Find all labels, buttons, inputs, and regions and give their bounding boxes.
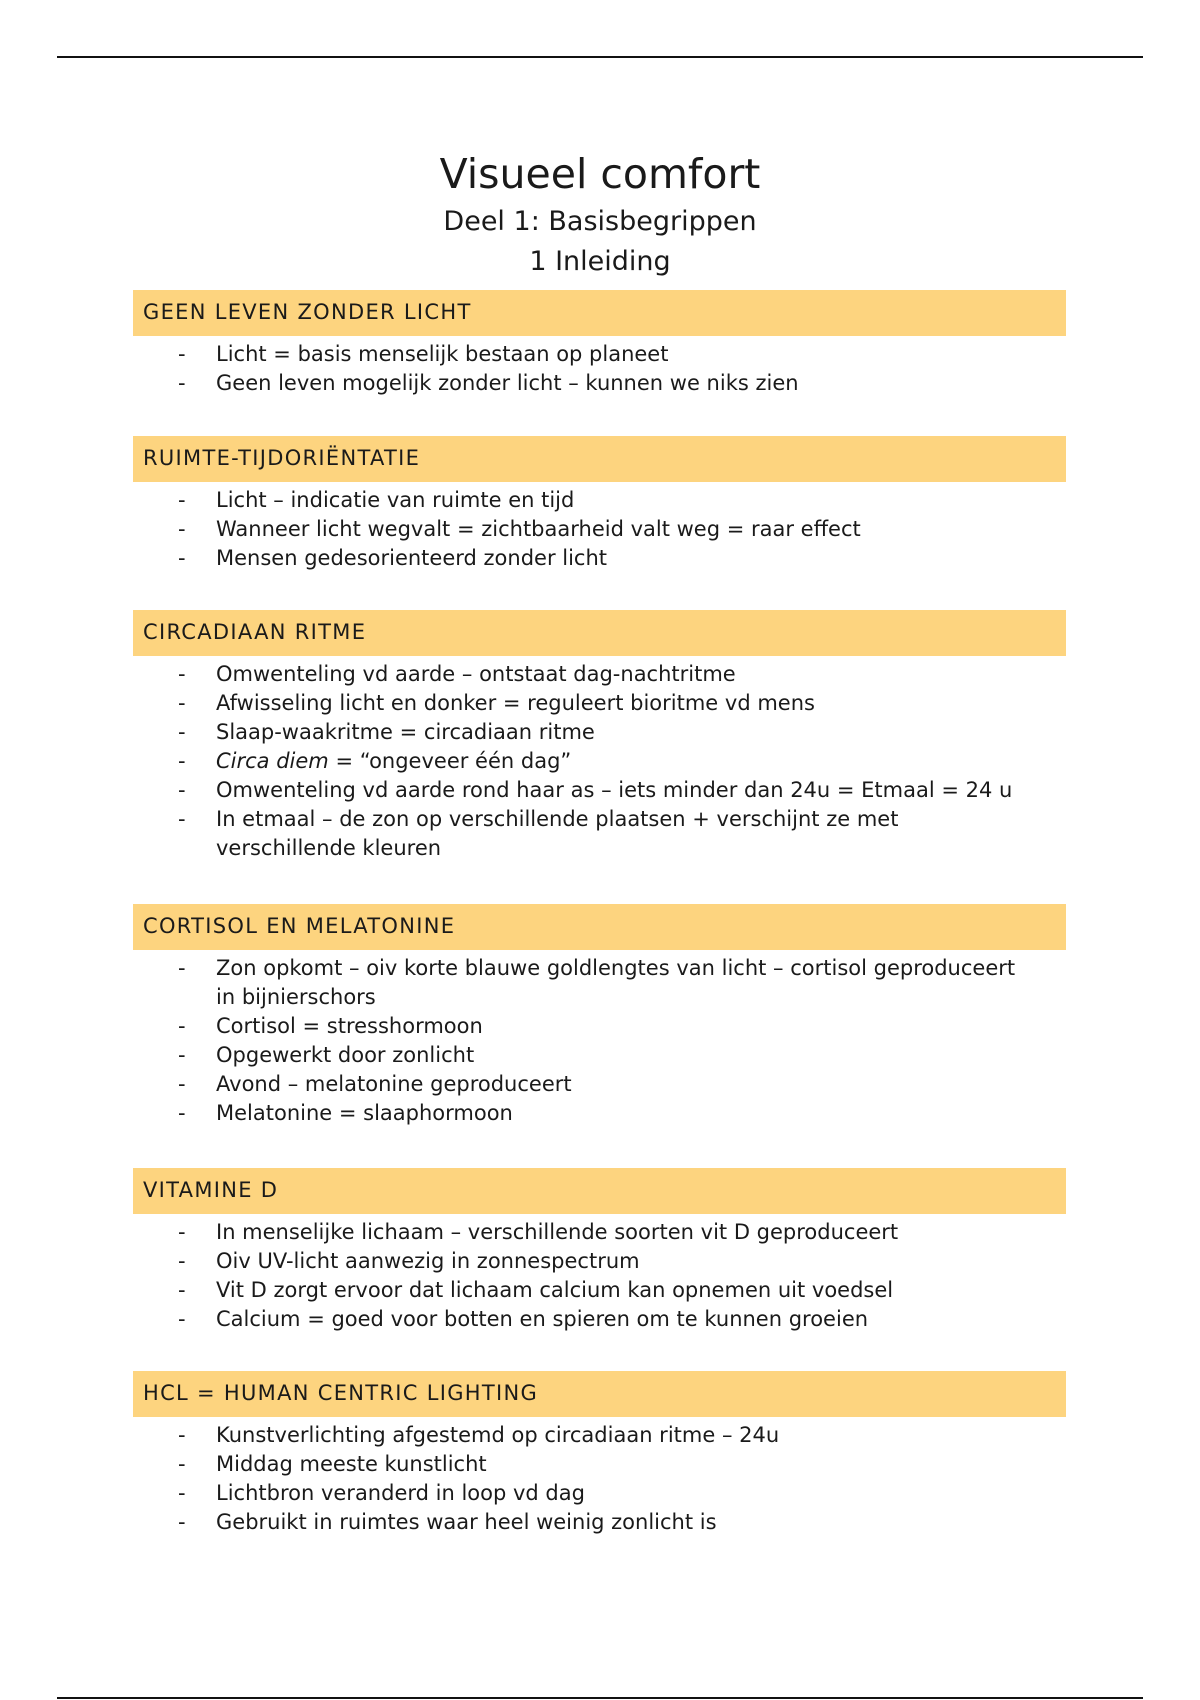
dash-bullet-icon: - [178, 720, 186, 744]
list-item: - Omwenteling vd aarde – ontstaat dag-nachtritme [133, 660, 1066, 689]
dash-bullet-icon: - [178, 1510, 186, 1534]
bullet-list [133, 1218, 1066, 1334]
list-item: - Zon opkomt – oiv korte blauwe goldlengtes van licht – cortisol geproduceert in bijnierschors [178, 956, 1016, 1009]
bullet-list [133, 340, 1066, 398]
list-item: - Licht – indicatie van ruimte en tijd [133, 486, 1066, 515]
section-circadiaan [133, 610, 1066, 863]
section-vitamine-d [133, 1168, 1066, 1334]
list-item: - Calcium = goed voor botten en spieren om te kunnen groeien [133, 1305, 1066, 1334]
list-item: - Omwenteling vd aarde rond haar as – iets minder dan 24u = Etmaal = 24 u [133, 776, 1066, 805]
dash-bullet-icon: - [178, 1072, 186, 1096]
dash-bullet-icon: - [178, 956, 186, 980]
list-item: - Vit D zorgt ervoor dat lichaam calcium kan opnemen uit voedsel [133, 1276, 1066, 1305]
list-item: - Opgewerkt door zonlicht [133, 1041, 1066, 1070]
list-item: - Cortisol = stresshormoon [133, 1012, 1066, 1041]
dash-bullet-icon: - [178, 749, 186, 773]
dash-bullet-icon: - [178, 1014, 186, 1038]
list-item: - Melatonine = slaaphormoon [133, 1099, 1066, 1128]
bullet-list [133, 954, 1066, 1128]
dash-bullet-icon: - [178, 342, 186, 366]
dash-bullet-icon: - [178, 546, 186, 570]
bottom-rule [57, 1697, 1143, 1699]
list-item: - Lichtbron veranderd in loop vd dag [133, 1479, 1066, 1508]
list-item: - Gebruikt in ruimtes waar heel weinig zonlicht is [133, 1508, 1066, 1537]
section-heading: RUIMTE-TIJDORIËNTATIE [133, 436, 1066, 482]
dash-bullet-icon: - [178, 1481, 186, 1505]
section-ruimte-tijd [133, 436, 1066, 573]
bullet-list [133, 660, 1066, 863]
dash-bullet-icon: - [178, 488, 186, 512]
list-item: - In etmaal – de zon op verschillende plaatsen + verschijnt ze met verschillende kleuren [178, 807, 899, 860]
dash-bullet-icon: - [178, 778, 186, 802]
document-title: Visueel comfort [439, 150, 761, 198]
dash-bullet-icon: - [178, 691, 186, 715]
section-cortisol-melatonine [133, 904, 1066, 1128]
dash-bullet-icon: - [178, 517, 186, 541]
list-item: - Mensen gedesorienteerd zonder licht [133, 544, 1066, 573]
dash-bullet-icon: - [178, 662, 186, 686]
dash-bullet-icon: - [178, 1043, 186, 1067]
section-heading: CORTISOL EN MELATONINE [133, 904, 1066, 950]
list-item: - In menselijke lichaam – verschillende soorten vit D geproduceert [133, 1218, 1066, 1247]
section-heading: VITAMINE D [133, 1168, 1066, 1214]
list-item: - Licht = basis menselijk bestaan op planeet [133, 340, 1066, 369]
list-item: - Slaap-waakritme = circadiaan ritme [133, 718, 1066, 747]
dash-bullet-icon: - [178, 1249, 186, 1273]
list-item: - Kunstverlichting afgestemd op circadiaan ritme – 24u [133, 1421, 1066, 1450]
document-subtitle: Deel 1: Basisbegrippen [443, 206, 757, 237]
dash-bullet-icon: - [178, 807, 186, 831]
section-hcl [133, 1371, 1066, 1537]
list-item: - Middag meeste kunstlicht [133, 1450, 1066, 1479]
dash-bullet-icon: - [178, 1278, 186, 1302]
dash-bullet-icon: - [178, 1220, 186, 1244]
section-geen-leven [133, 290, 1066, 398]
list-item: - Circa diem = “ongeveer één dag” [133, 747, 1066, 776]
list-item: - Avond – melatonine geproduceert [133, 1070, 1066, 1099]
latin-term: Circa diem [216, 749, 329, 773]
section-heading: HCL = HUMAN CENTRIC LIGHTING [133, 1371, 1066, 1417]
dash-bullet-icon: - [178, 1452, 186, 1476]
list-item: - Oiv UV-licht aanwezig in zonnespectrum [133, 1247, 1066, 1276]
list-item: - Afwisseling licht en donker = reguleert bioritme vd mens [133, 689, 1066, 718]
dash-bullet-icon: - [178, 371, 186, 395]
dash-bullet-icon: - [178, 1101, 186, 1125]
list-item: - Geen leven mogelijk zonder licht – kunnen we niks zien [133, 369, 1066, 398]
chapter-heading: 1 Inleiding [529, 246, 671, 277]
bullet-list [133, 1421, 1066, 1537]
bullet-list [133, 486, 1066, 573]
dash-bullet-icon: - [178, 1307, 186, 1331]
top-rule [57, 56, 1143, 58]
title-block [0, 146, 1200, 282]
section-heading: GEEN LEVEN ZONDER LICHT [133, 290, 1066, 336]
list-item: - Wanneer licht wegvalt = zichtbaarheid valt weg = raar effect [133, 515, 1066, 544]
section-heading: CIRCADIAAN RITME [133, 610, 1066, 656]
dash-bullet-icon: - [178, 1423, 186, 1447]
